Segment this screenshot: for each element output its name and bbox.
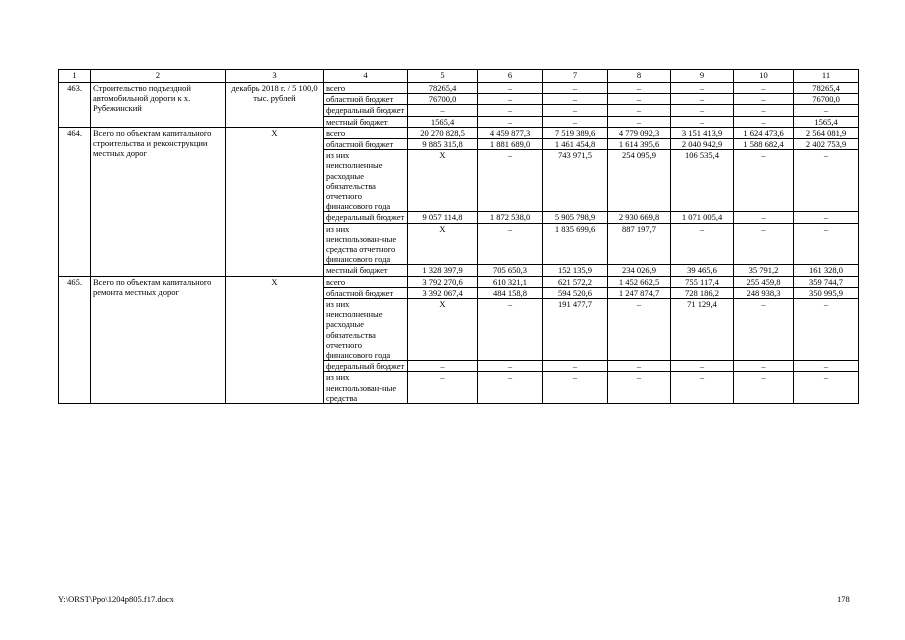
amount-cell: – xyxy=(478,361,543,372)
amount-cell: – xyxy=(543,372,608,404)
column-header: 7 xyxy=(543,70,608,83)
column-header: 3 xyxy=(226,70,324,83)
amount-cell: – xyxy=(734,83,794,94)
funding-source: федеральный бюджет xyxy=(324,212,408,223)
amount-cell: – xyxy=(608,299,671,361)
amount-cell: 255 459,8 xyxy=(734,276,794,287)
amount-cell: – xyxy=(734,372,794,404)
amount-cell: 350 995,9 xyxy=(794,287,859,298)
amount-cell: 621 572,2 xyxy=(543,276,608,287)
amount-cell: 9 885 315,8 xyxy=(408,139,478,150)
amount-cell: – xyxy=(543,116,608,127)
amount-cell: – xyxy=(671,116,734,127)
column-header: 1 xyxy=(59,70,91,83)
column-header: 10 xyxy=(734,70,794,83)
amount-cell: – xyxy=(543,83,608,94)
amount-cell: 1 588 682,4 xyxy=(734,139,794,150)
amount-cell: – xyxy=(734,361,794,372)
amount-cell: 3 392 067,4 xyxy=(408,287,478,298)
column-header: 11 xyxy=(794,70,859,83)
column-header: 8 xyxy=(608,70,671,83)
amount-cell: – xyxy=(734,116,794,127)
amount-cell: – xyxy=(543,105,608,116)
period-cost: Х xyxy=(226,276,324,403)
amount-cell: 248 938,3 xyxy=(734,287,794,298)
amount-cell: 78265,4 xyxy=(408,83,478,94)
amount-cell: 1 624 473,6 xyxy=(734,127,794,138)
amount-cell: 1 881 689,0 xyxy=(478,139,543,150)
funding-source: местный бюджет xyxy=(324,116,408,127)
header-row xyxy=(59,70,859,83)
funding-source: из них неиспользован-ные средства xyxy=(324,372,408,404)
amount-cell: Х xyxy=(408,299,478,361)
amount-cell: 1565,4 xyxy=(408,116,478,127)
amount-cell: – xyxy=(543,94,608,105)
column-header: 6 xyxy=(478,70,543,83)
amount-cell: 76700,0 xyxy=(408,94,478,105)
amount-cell: 1 872 538,0 xyxy=(478,212,543,223)
funding-source: из них неисполненные расходные обязательства отчетного финансового года xyxy=(324,299,408,361)
amount-cell: 728 186,2 xyxy=(671,287,734,298)
amount-cell: – xyxy=(734,299,794,361)
table-row xyxy=(59,83,859,94)
amount-cell: – xyxy=(734,105,794,116)
amount-cell: – xyxy=(408,361,478,372)
object-name: Всего по объектам капитального строительства и реконструкции местных дорог xyxy=(91,127,226,276)
amount-cell: 4 779 092,3 xyxy=(608,127,671,138)
amount-cell: – xyxy=(734,94,794,105)
amount-cell: 2 930 669,8 xyxy=(608,212,671,223)
amount-cell: – xyxy=(478,372,543,404)
amount-cell: – xyxy=(794,105,859,116)
amount-cell: – xyxy=(794,223,859,265)
amount-cell: – xyxy=(408,105,478,116)
amount-cell: – xyxy=(794,299,859,361)
amount-cell: – xyxy=(671,94,734,105)
funding-source: областной бюджет xyxy=(324,287,408,298)
amount-cell: 106 535,4 xyxy=(671,150,734,212)
table-row xyxy=(59,127,859,138)
amount-cell: 594 520,6 xyxy=(543,287,608,298)
amount-cell: – xyxy=(671,223,734,265)
amount-cell: 887 197,7 xyxy=(608,223,671,265)
amount-cell: – xyxy=(794,372,859,404)
amount-cell: – xyxy=(478,299,543,361)
amount-cell: – xyxy=(794,150,859,212)
column-header: 2 xyxy=(91,70,226,83)
funding-source: областной бюджет xyxy=(324,139,408,150)
amount-cell: 484 158,8 xyxy=(478,287,543,298)
period-cost: Х xyxy=(226,127,324,276)
funding-source: из них неиспользован-ные средства отчетного финансового года xyxy=(324,223,408,265)
amount-cell: 3 151 413,9 xyxy=(671,127,734,138)
amount-cell: – xyxy=(734,223,794,265)
amount-cell: – xyxy=(478,150,543,212)
budget-table xyxy=(58,69,859,404)
funding-source: местный бюджет xyxy=(324,265,408,276)
funding-source: областной бюджет xyxy=(324,94,408,105)
amount-cell: – xyxy=(408,372,478,404)
object-name: Всего по объектам капитального ремонта местных дорог xyxy=(91,276,226,403)
amount-cell: 9 057 114,8 xyxy=(408,212,478,223)
amount-cell: 7 519 389,6 xyxy=(543,127,608,138)
amount-cell: 1565,4 xyxy=(794,116,859,127)
column-header: 4 xyxy=(324,70,408,83)
amount-cell: 1 835 699,6 xyxy=(543,223,608,265)
amount-cell: 152 135,9 xyxy=(543,265,608,276)
amount-cell: 610 321,1 xyxy=(478,276,543,287)
amount-cell: 234 026,9 xyxy=(608,265,671,276)
amount-cell: – xyxy=(608,94,671,105)
amount-cell: 5 905 798,9 xyxy=(543,212,608,223)
amount-cell: 76700,0 xyxy=(794,94,859,105)
amount-cell: – xyxy=(671,372,734,404)
object-name: Строительство подъездной автомобильной дороги к х. Рубежинский xyxy=(91,83,226,128)
amount-cell: – xyxy=(608,361,671,372)
amount-cell: 705 650,3 xyxy=(478,265,543,276)
funding-source: всего xyxy=(324,83,408,94)
page-number: 178 xyxy=(837,594,850,604)
amount-cell: 1 328 397,9 xyxy=(408,265,478,276)
table-row xyxy=(59,276,859,287)
amount-cell: – xyxy=(478,223,543,265)
amount-cell: – xyxy=(734,212,794,223)
row-number: 465. xyxy=(59,276,91,403)
amount-cell: 254 095,9 xyxy=(608,150,671,212)
amount-cell: 161 328,0 xyxy=(794,265,859,276)
amount-cell: – xyxy=(608,83,671,94)
amount-cell: 191 477,7 xyxy=(543,299,608,361)
amount-cell: 71 129,4 xyxy=(671,299,734,361)
amount-cell: 1 452 662,5 xyxy=(608,276,671,287)
funding-source: из них неисполненные расходные обязательства отчетного финансового года xyxy=(324,150,408,212)
amount-cell: 1 071 005,4 xyxy=(671,212,734,223)
amount-cell: – xyxy=(671,361,734,372)
amount-cell: – xyxy=(608,116,671,127)
amount-cell: Х xyxy=(408,223,478,265)
column-header: 5 xyxy=(408,70,478,83)
amount-cell: 2 040 942,9 xyxy=(671,139,734,150)
amount-cell: 1 461 454,8 xyxy=(543,139,608,150)
row-number: 464. xyxy=(59,127,91,276)
amount-cell: – xyxy=(734,150,794,212)
amount-cell: – xyxy=(794,361,859,372)
amount-cell: 4 459 877,3 xyxy=(478,127,543,138)
funding-source: всего xyxy=(324,127,408,138)
amount-cell: – xyxy=(478,105,543,116)
amount-cell: – xyxy=(608,105,671,116)
amount-cell: – xyxy=(671,83,734,94)
amount-cell: Х xyxy=(408,150,478,212)
row-number: 463. xyxy=(59,83,91,128)
amount-cell: – xyxy=(478,83,543,94)
amount-cell: 359 744,7 xyxy=(794,276,859,287)
amount-cell: – xyxy=(478,116,543,127)
amount-cell: 3 792 270,6 xyxy=(408,276,478,287)
amount-cell: 1 614 395,6 xyxy=(608,139,671,150)
amount-cell: 743 971,5 xyxy=(543,150,608,212)
funding-source: федеральный бюджет xyxy=(324,361,408,372)
amount-cell: 755 117,4 xyxy=(671,276,734,287)
amount-cell: 39 465,6 xyxy=(671,265,734,276)
amount-cell: – xyxy=(794,212,859,223)
funding-source: всего xyxy=(324,276,408,287)
amount-cell: 1 247 874,7 xyxy=(608,287,671,298)
column-header: 9 xyxy=(671,70,734,83)
amount-cell: – xyxy=(543,361,608,372)
amount-cell: 35 791,2 xyxy=(734,265,794,276)
amount-cell: 2 564 081,9 xyxy=(794,127,859,138)
funding-source: федеральный бюджет xyxy=(324,105,408,116)
amount-cell: 78265,4 xyxy=(794,83,859,94)
amount-cell: – xyxy=(671,105,734,116)
amount-cell: 20 270 828,5 xyxy=(408,127,478,138)
amount-cell: 2 402 753,9 xyxy=(794,139,859,150)
footer-file-path: Y:\ORST\Ppo\1204p805.f17.docx xyxy=(58,594,174,604)
period-cost: декабрь 2018 г. / 5 100,0 тыс. рублей xyxy=(226,83,324,128)
amount-cell: – xyxy=(478,94,543,105)
amount-cell: – xyxy=(608,372,671,404)
